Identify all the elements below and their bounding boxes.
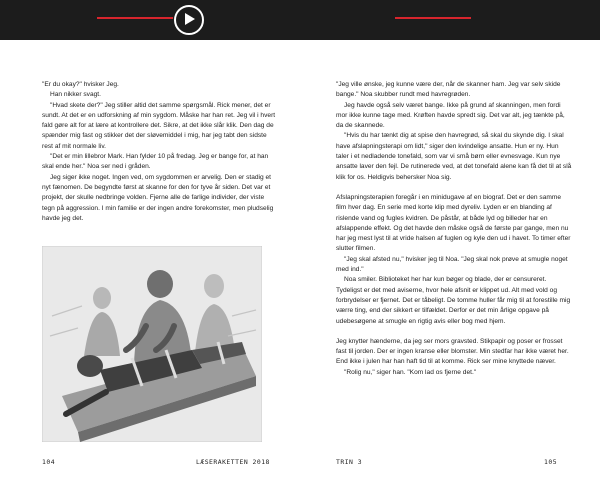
paragraph: Jeg knytter hænderne, da jeg ser mors gravsted. Stikpapir og poser er frosset fast til jorden. Der er ingen kranse eller blomster. Min stedfar har ikke været her. End ikke i julen har han haft tid til at komme. Rick ser mine knyttede næver. — [336, 337, 569, 366]
running-title-right: TRIN 3 — [336, 458, 363, 466]
running-title-left: LÆSERAKETTEN 2018 — [196, 458, 270, 466]
audio-player-right — [300, 0, 600, 40]
paragraph: Afslapningsterapien foregår i en minidugave af en biograf. Det er den samme film hver dag. En serie med korte klip med dyreliv. Lyden er en blanding af rislende vand og fugles kvidren. De påstår, at både lyd og billeder har en afslappende effekt. Og det havde den måske også de første par gange, men nu har jeg mest lyst til at vride halsen af fuglen og kyle den ud i havet. To timer efter slutter filmen. — [336, 193, 571, 253]
paragraph: "Hvad skete der?" Jeg stiller altid det samme spørgsmål. Rick mener, det er sundt. At det er en udforskning af min sygdom. Måske har han ret. Jeg vil i hvert fald gøre alt for at lære at kontrollere det. Sikre, at det ikke slår klik. Den dag de spænder mig fast og stikker det der sløvemiddel i mig, har jeg tabt den sidste rest af mit normale liv. — [42, 101, 276, 150]
paragraph: "Det er min lillebror Mark. Han fylder 10 på fredag. Jeg er bange for, at han skal ende her." Noa ser ned i gråden. — [42, 153, 269, 171]
paragraph: "Rolig nu," siger han. "Kom lad os fjerne det." — [344, 368, 477, 376]
audio-toolbar — [0, 0, 600, 40]
left-page-text — [42, 80, 278, 224]
audio-progress-bar-right[interactable] — [395, 17, 471, 19]
play-button-left[interactable] — [174, 5, 204, 35]
paragraph: Han nikker svagt. — [50, 91, 101, 99]
paragraph: "Er du okay?" hvisker Jeg. — [42, 81, 119, 88]
audio-player-left — [0, 0, 300, 40]
paragraph: "Jeg skal afsted nu," hvisker jeg til Noa. "Jeg skal nok prøve at smugle noget med ind." — [336, 255, 568, 274]
paragraph: "Hvis du har tænkt dig at spise den havregrød, så skal du skynde dig. I skal have afslapningsterapi om lidt," siger den kvindelige ansatte. Hun er ny. Hun taler i et nedladende tonefald, som var vi små børn eller evnesvage. Kun nye ansatte laver den fejl. De rutinerede ved, at det tonefald alene kan få det til at slå klik for os. Heldigvis behersker Noa sig. — [336, 132, 572, 181]
play-icon — [182, 12, 196, 26]
story-illustration — [42, 246, 262, 442]
paragraph: Noa smiler. Biblioteket her har kun bøger og blade, der er censureret. Tydeligst er det med aviserne, hvor hele afsnit er klippet ud. Alt med vold og forbrydelser er fjernet. Det er tåbeligt. De tomme huller får mig til at forestille mig værre ting, end der sikkert er tilfældet. Derfor er det min årlige opgave på udebesøgene at smugle en rigtig avis eller bog med hjem. — [336, 276, 571, 325]
paragraph: "Jeg ville ønske, jeg kunne være der, når de skanner ham. Jeg var selv skide bange." Noa skubber rundt med havregrøden. — [336, 81, 561, 99]
page-number-left: 104 — [42, 458, 56, 466]
page-number-right: 105 — [544, 458, 558, 466]
audio-progress-bar-left[interactable] — [97, 17, 173, 19]
right-page-text — [336, 80, 572, 378]
paragraph: Jeg siger ikke noget. Ingen ved, om sygdommen er arvelig. Den er stadig et nyt fænomen. De begyndte først at skanne for den for tyve år siden. Det var et projekt, der skulle nedbringe volden. Fjerne alle de farlige individer, der viste tegn på aggression. I min familie er der ingen andre forekomster, men pludselig havde jeg det. — [42, 173, 274, 222]
paragraph: Jeg havde også selv været bange. Ikke på grund af skanningen, men fordi mor ikke kunne tage med. Krøften havde spredt sig. Det var alt, jeg tænkte på, da de skannede. — [336, 101, 565, 130]
